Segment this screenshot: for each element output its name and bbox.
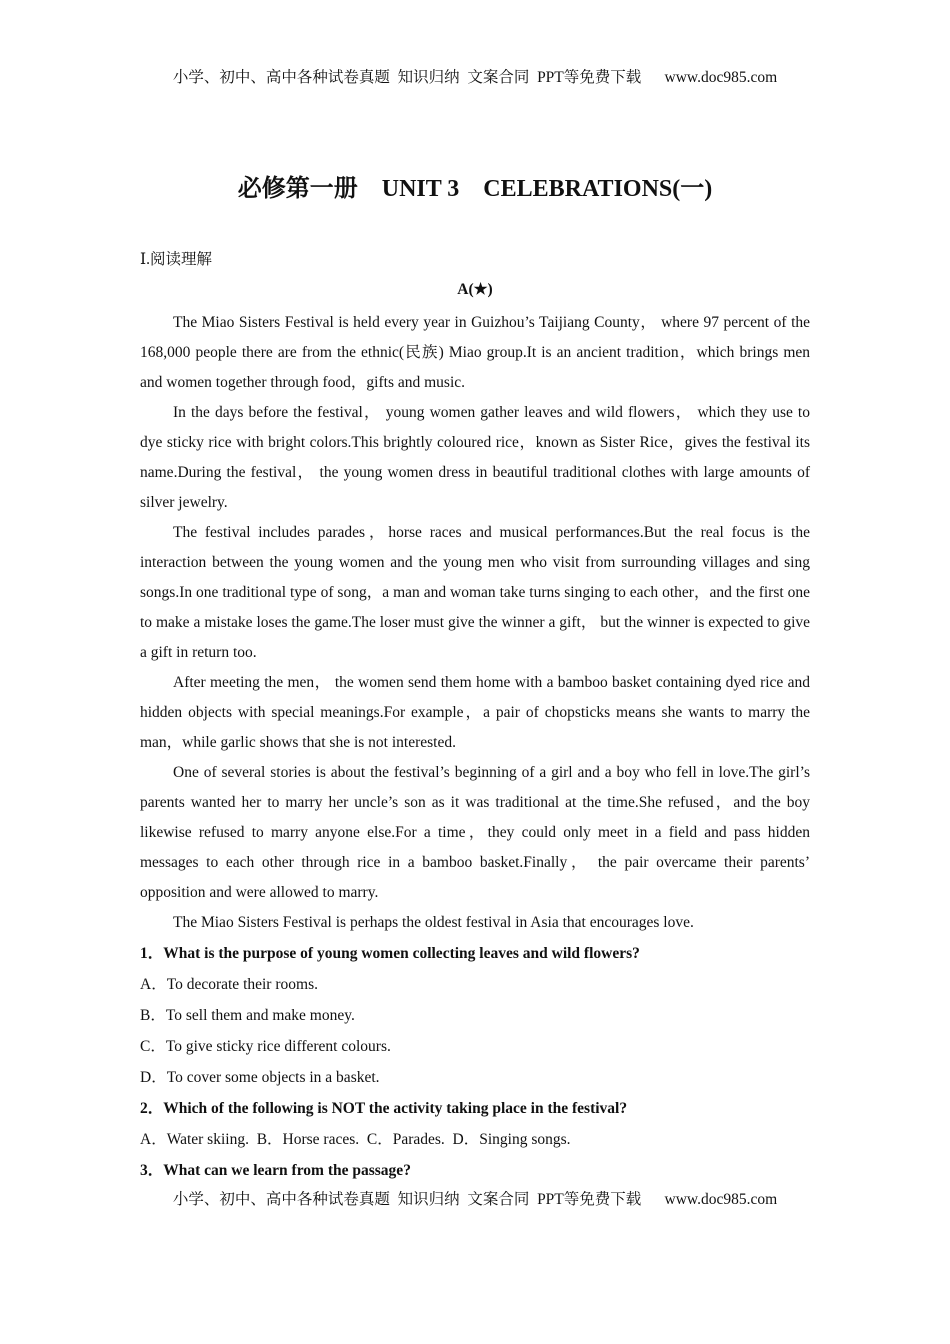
question-stem: 1．What is the purpose of young women collecting leaves and wild flowers?	[140, 945, 640, 962]
answer-option: D．To cover some objects in a basket.	[140, 1069, 380, 1086]
answer-option: A．To decorate their rooms.	[140, 976, 318, 993]
section-label: Ⅰ.阅读理解	[140, 251, 212, 268]
document-title: 必修第一册 UNIT 3 CELEBRATIONS(一)	[237, 176, 713, 202]
passage-label: A(★)	[457, 281, 493, 298]
question-stem: 2．Which of the following is NOT the activity taking place in the festival?	[140, 1100, 628, 1117]
main-content	[140, 248, 810, 1186]
answer-option: C．To give sticky rice different colours.	[140, 1038, 391, 1055]
passage-paragraph: After meeting the men， the women send them home with a bamboo basket containing dyed rice and hidden objects with special meanings.For example，a pair of chopsticks means she wants to marry the man，while garlic shows that she is not interested.	[140, 674, 810, 751]
question-stem: 3．What can we learn from the passage?	[140, 1162, 411, 1179]
passage-paragraph: One of several stories is about the festival’s beginning of a girl and a boy who fell in love.The girl’s parents wanted her to marry her uncle’s son as it was traditional at the time.She refused，and the boy likewise refused to marry anyone else.For a time，they could only meet in a field and pass hidden messages to each other through rice in a bamboo basket.Finally， the pair overcame their parents’ opposition and were allowed to marry.	[140, 764, 810, 901]
question-2	[140, 1093, 810, 1155]
answer-options-inline: A．Water skiing. B．Horse races. C．Parades. D．Singing songs.	[140, 1131, 571, 1148]
passage-paragraph: The festival includes parades，horse races and musical performances.But the real focus is the interaction between the young women and the young men who visit from surrounding villages and sing songs.In one traditional type of song，a man and woman take turns singing to each other，and the first one to make a mistake loses the game.The loser must give the winner a gift， but the winner is expected to give a gift in return too.	[140, 524, 810, 661]
page-footer: 小学、初中、高中各种试卷真题 知识归纳 文案合同 PPT等免费下载 www.doc985.com	[172, 1191, 778, 1208]
passage-paragraph: The Miao Sisters Festival is perhaps the oldest festival in Asia that encourages love.	[173, 914, 694, 931]
passage-paragraph: The Miao Sisters Festival is held every year in Guizhou’s Taijiang County， where 97 percent of the 168,000 people there are from the ethnic(民族) Miao group.It is an ancient tradition，which brings men and women together through food，gifts and music.	[140, 314, 810, 391]
passage-paragraph: In the days before the festival， young women gather leaves and wild flowers， which they use to dye sticky rice with bright colors.This brightly coloured rice，known as Sister Rice，gives the festival its name.During the festival， the young women dress in beautiful traditional clothes with large amounts of silver jewelry.	[140, 404, 810, 511]
page-header: 小学、初中、高中各种试卷真题 知识归纳 文案合同 PPT等免费下载 www.doc985.com	[172, 69, 778, 86]
question-3	[140, 1155, 810, 1186]
answer-option: B．To sell them and make money.	[140, 1007, 355, 1024]
question-1	[140, 938, 810, 1093]
